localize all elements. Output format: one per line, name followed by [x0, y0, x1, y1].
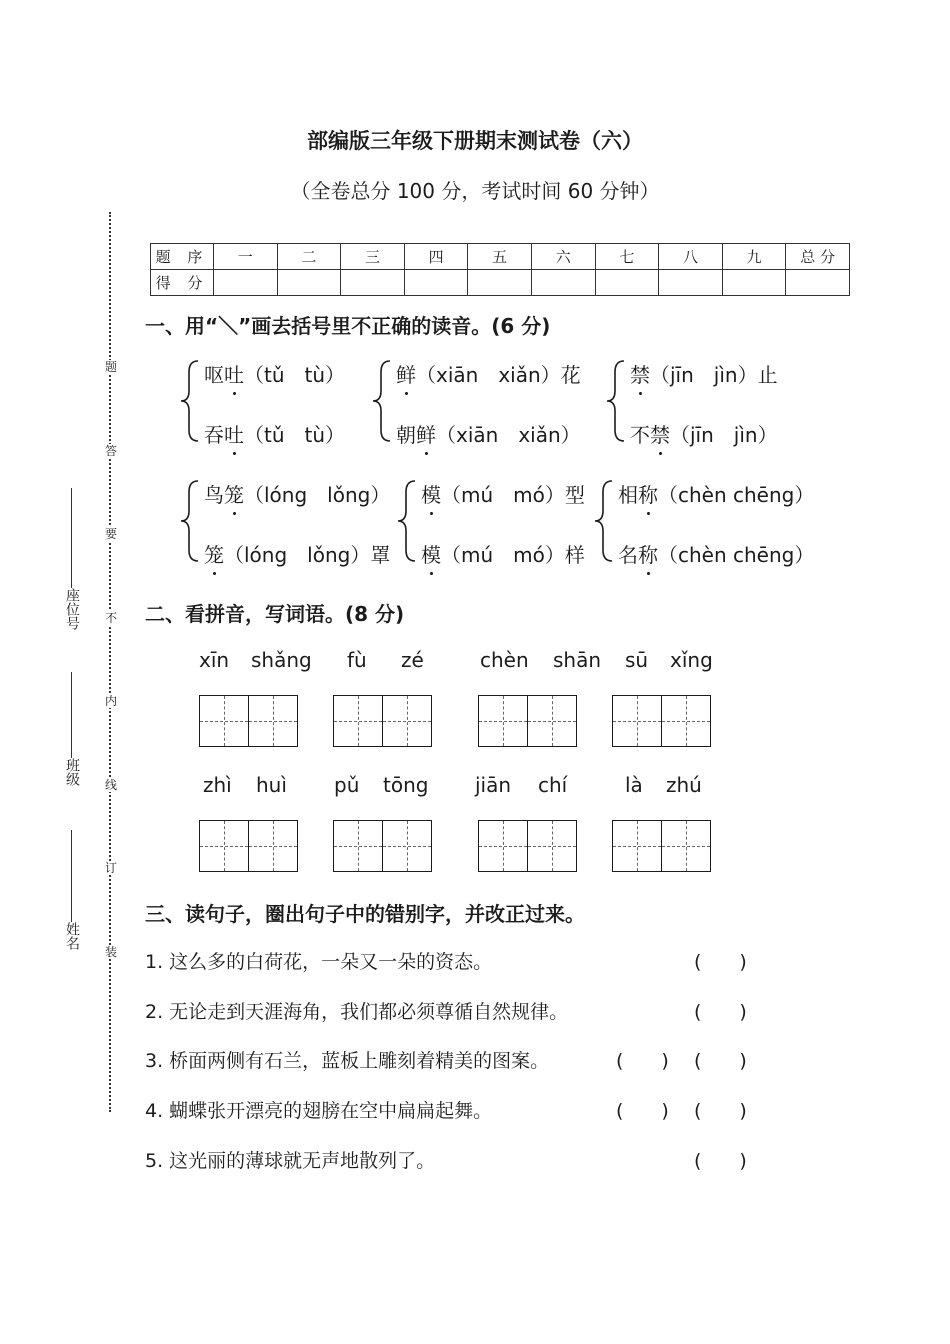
section2-heading: 二、看拼音，写词语。(8 分) [145, 602, 405, 626]
grid-guide-vertical [637, 821, 638, 871]
grid-guide-vertical [503, 696, 504, 746]
score-table-cell: 九 [722, 244, 786, 270]
writing-grid-box[interactable] [333, 695, 383, 747]
pinyin-options: （mú mó）样 [441, 543, 585, 567]
score-table-cell: 七 [595, 244, 659, 270]
writing-grid-box[interactable] [382, 820, 432, 872]
pinyin-syllable: là [625, 773, 643, 797]
pronunciation-line[interactable] [618, 479, 814, 508]
answer-blank[interactable]: ( ) [616, 1050, 669, 1072]
pronunciation-line[interactable] [396, 359, 581, 388]
pronunciation-line[interactable] [421, 479, 585, 508]
writing-grid-box[interactable] [382, 695, 432, 747]
answer-blank[interactable]: ( ) [694, 1001, 747, 1023]
grid-guide-vertical [358, 696, 359, 746]
answer-blank[interactable]: ( ) [694, 1150, 747, 1172]
brace-icon [592, 477, 616, 565]
dotted-char: 吐 [224, 359, 244, 388]
pronunciation-line[interactable] [204, 479, 390, 508]
pronunciation-line[interactable] [396, 419, 581, 448]
score-input-cell[interactable] [341, 270, 405, 296]
answer-blank[interactable]: ( ) [616, 1100, 669, 1122]
score-input-cell[interactable] [404, 270, 468, 296]
dotted-char: 吐 [224, 419, 244, 448]
pinyin-syllable: tōng [383, 773, 429, 797]
pinyin-options: （tǔ tù） [244, 423, 346, 447]
writing-grid-box[interactable] [612, 820, 662, 872]
class-field[interactable] [64, 672, 79, 786]
writing-grid-box[interactable] [199, 695, 249, 747]
writing-grid-box[interactable] [527, 820, 577, 872]
binding-char: 题 [104, 360, 117, 374]
brace-icon [178, 477, 202, 565]
pinyin-options: （chèn chēng） [658, 543, 815, 567]
grid-guide-vertical [273, 821, 274, 871]
correction-sentence: 3. 桥面两侧有石兰，蓝板上雕刻着精美的图案。 [145, 1050, 550, 1072]
pinyin-syllable: chèn [480, 648, 529, 672]
binding-char: 内 [104, 694, 117, 708]
writing-grid-box[interactable] [527, 695, 577, 747]
pinyin-syllable: huì [256, 773, 287, 797]
dotted-char: 笼 [204, 539, 224, 568]
brace-icon [395, 477, 419, 565]
pinyin-syllable: shān [553, 648, 602, 672]
pinyin-options: （lóng lǒng） [244, 483, 391, 507]
score-table-cell: 四 [404, 244, 468, 270]
score-table-cell: 二 [277, 244, 341, 270]
pinyin-syllable: xǐng [670, 648, 713, 672]
score-table [150, 243, 850, 296]
answer-blank[interactable]: ( ) [694, 1050, 747, 1072]
writing-grid-box[interactable] [661, 695, 711, 747]
pinyin-options: （jīn jìn）止 [650, 363, 778, 387]
grid-guide-vertical [552, 696, 553, 746]
writing-grid-box[interactable] [478, 695, 528, 747]
binding-char: 答 [104, 444, 117, 458]
grid-guide-vertical [358, 821, 359, 871]
score-input-cell[interactable] [531, 270, 595, 296]
pronunciation-line[interactable] [630, 359, 778, 388]
score-table-cell: 总 分 [786, 244, 850, 270]
score-table-cell: 三 [341, 244, 405, 270]
dotted-char: 模 [421, 479, 441, 508]
writing-grid-box[interactable] [248, 695, 298, 747]
pinyin-options: （mú mó）型 [441, 483, 585, 507]
pronunciation-line[interactable] [204, 359, 345, 388]
pinyin-syllable: zé [401, 648, 424, 672]
score-input-cell[interactable] [722, 270, 786, 296]
pinyin-syllable: chí [538, 773, 568, 797]
dotted-char: 鲜 [396, 359, 416, 388]
binding-char: 装 [104, 945, 117, 959]
pinyin-syllable: xīn [199, 648, 230, 672]
answer-blank[interactable]: ( ) [694, 951, 747, 973]
score-table-cell: 题 序 [151, 244, 214, 270]
score-input-cell[interactable] [786, 270, 850, 296]
binding-char: 要 [104, 527, 117, 541]
writing-grid-box[interactable] [478, 820, 528, 872]
pinyin-options: （jīn jìn） [670, 423, 778, 447]
grid-guide-vertical [224, 696, 225, 746]
binding-char: 线 [104, 778, 117, 792]
grid-guide-vertical [552, 821, 553, 871]
name-field[interactable] [64, 830, 79, 950]
page-subtitle: （全卷总分 100 分，考试时间 60 分钟） [290, 179, 660, 203]
word-prefix: 吞 [204, 423, 224, 447]
pronunciation-line[interactable] [204, 419, 345, 448]
dotted-char: 称 [638, 539, 658, 568]
word-prefix: 相 [618, 483, 638, 507]
score-table-header-row [151, 244, 850, 270]
score-input-cell[interactable] [214, 270, 278, 296]
pinyin-syllable: sū [625, 648, 649, 672]
score-row-label: 得 分 [151, 270, 214, 296]
pronunciation-line[interactable] [618, 539, 814, 568]
word-prefix: 鸟 [204, 483, 224, 507]
dotted-char: 称 [638, 479, 658, 508]
correction-sentence: 2. 无论走到天涯海角，我们都必须尊循自然规律。 [145, 1001, 569, 1023]
section1-heading: 一、用“＼”画去括号里不正确的读音。(6 分) [145, 314, 551, 338]
pinyin-syllable: pǔ [334, 773, 360, 797]
pinyin-syllable: zhú [666, 773, 702, 797]
brace-icon [178, 357, 202, 445]
grid-guide-vertical [407, 696, 408, 746]
grid-guide-vertical [224, 821, 225, 871]
pinyin-options: （xiān xiǎn） [436, 423, 581, 447]
seat-number-field[interactable] [64, 488, 79, 630]
binding-char: 不 [104, 611, 117, 625]
pronunciation-line[interactable] [204, 539, 390, 568]
writing-grid-box[interactable] [333, 820, 383, 872]
dotted-char: 模 [421, 539, 441, 568]
pinyin-options: （lóng lǒng）罩 [224, 543, 391, 567]
grid-guide-vertical [503, 821, 504, 871]
word-prefix: 呕 [204, 363, 224, 387]
writing-grid-box[interactable] [248, 820, 298, 872]
dotted-char: 禁 [630, 359, 650, 388]
score-table-cell: 一 [214, 244, 278, 270]
grid-guide-vertical [686, 821, 687, 871]
grid-guide-vertical [407, 821, 408, 871]
brace-icon [370, 357, 394, 445]
writing-grid-box[interactable] [661, 820, 711, 872]
binding-char: 订 [104, 861, 117, 875]
pinyin-options: （tǔ tù） [244, 363, 346, 387]
score-input-cell[interactable] [659, 270, 723, 296]
pronunciation-line[interactable] [630, 419, 778, 448]
name-label: 姓名 [64, 922, 80, 950]
writing-grid-box[interactable] [612, 695, 662, 747]
answer-blank[interactable]: ( ) [694, 1100, 747, 1122]
section3-heading: 三、读句子，圈出句子中的错别字，并改正过来。 [145, 902, 585, 926]
word-prefix: 名 [618, 543, 638, 567]
correction-sentence: 1. 这么多的白荷花，一朵又一朵的资态。 [145, 951, 493, 973]
dotted-char: 笼 [224, 479, 244, 508]
dotted-char: 禁 [650, 419, 670, 448]
pinyin-options: （chèn chēng） [658, 483, 815, 507]
pinyin-syllable: shǎng [251, 648, 312, 672]
grid-guide-vertical [686, 696, 687, 746]
word-prefix: 不 [630, 423, 650, 447]
class-label: 班级 [64, 758, 80, 786]
page-title: 部编版三年级下册期末测试卷（六） [307, 129, 643, 153]
pronunciation-line[interactable] [421, 539, 585, 568]
score-table-cell: 五 [468, 244, 532, 270]
score-table-cell: 六 [531, 244, 595, 270]
score-table-score-row [151, 270, 850, 296]
seat-number-label: 座位号 [64, 588, 80, 630]
pinyin-syllable: jiān [475, 773, 512, 797]
grid-guide-vertical [637, 696, 638, 746]
pinyin-syllable: fù [347, 648, 367, 672]
grid-guide-vertical [273, 696, 274, 746]
score-table-cell: 八 [659, 244, 723, 270]
brace-icon [604, 357, 628, 445]
score-input-cell[interactable] [595, 270, 659, 296]
correction-sentence: 5. 这光丽的薄球就无声地散列了。 [145, 1150, 436, 1172]
score-input-cell[interactable] [468, 270, 532, 296]
pinyin-options: （xiān xiǎn）花 [416, 363, 581, 387]
correction-sentence: 4. 蝴蝶张开漂亮的翅膀在空中扁扁起舞。 [145, 1100, 493, 1122]
score-input-cell[interactable] [277, 270, 341, 296]
word-prefix: 朝 [396, 423, 416, 447]
binding-dotted-line [109, 212, 111, 1112]
writing-grid-box[interactable] [199, 820, 249, 872]
dotted-char: 鲜 [416, 419, 436, 448]
pinyin-syllable: zhì [203, 773, 232, 797]
